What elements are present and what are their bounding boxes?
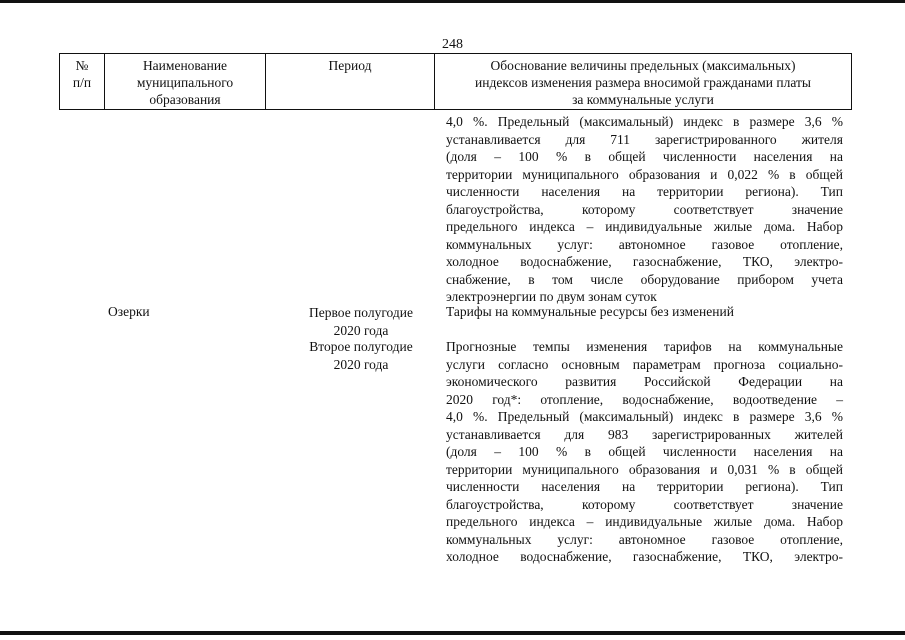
text-line: предельного индекса – индивидуальные жилые дома. Набор [446,219,843,234]
text-line: Прогнозные темпы изменения тарифов на коммунальные [446,339,843,354]
text-line: благоустройства, которому соответствует значение [446,201,843,217]
header-col-number [59,54,105,109]
text-line: услуги согласно основным параметрам прогноза социально- [446,356,843,372]
header-text: п/п [72,75,92,90]
header-text: образования [149,92,221,107]
text-line: коммунальных услуг: автономное газовое отопление, [446,531,843,547]
text-line: холодное водоснабжение, газоснабжение, ТКО, электро- [446,254,843,269]
header-text: Обоснование величины предельных (максимальных) [490,58,796,73]
text-line: территории муниципального образования и 0,022 % в общей [446,166,843,182]
text-line: благоустройства, которому соответствует значение [446,496,843,512]
table-header [59,53,852,110]
text-line: 4,0 %. Предельный (максимальный) индекс в размере 3,6 % [446,114,843,129]
period-first-half [296,304,426,339]
page-number: 248 [442,37,463,52]
text-line: численности населения на территории региона). Тип [446,479,843,494]
period-line: 2020 года [333,356,389,372]
period-line: Первое полугодие [309,305,413,320]
header-col-municipality [105,54,266,109]
header-text: индексов изменения размера вносимой гражданами платы [475,75,811,90]
period-line: 2020 года [333,322,389,338]
bottom-border-line [0,631,905,635]
header-col-period [266,54,435,109]
header-col-justification [435,54,852,109]
text-line: устанавливается для 711 зарегистрированного жителя [446,131,843,147]
text-line: холодное водоснабжение, газоснабжение, ТКО, электро- [446,549,843,564]
header-text: № [75,58,89,73]
header-text: за коммунальные услуги [572,92,714,107]
header-text: Период [328,58,372,73]
justification-text-second-half [446,338,843,566]
text-line: электроэнергии по двум зонам суток [446,289,657,304]
text-line: 2020 год*: отопление, водоснабжение, водоотведение – [446,391,843,407]
period-second-half [296,338,426,373]
text-line: снабжение, в том числе оборудование прибором учета [446,271,843,287]
municipality-name: Озерки [108,304,150,319]
text-line: (доля – 100 % в общей численности населения на [446,149,843,164]
top-border-line [0,0,905,3]
header-text: Наименование [142,58,228,73]
text-line: экономического развития Российской Федерации на [446,374,843,389]
text-line: коммунальных услуг: автономное газовое отопление, [446,236,843,252]
header-text: муниципального [136,75,234,90]
text-line: численности населения на территории региона). Тип [446,184,843,199]
text-line: предельного индекса – индивидуальные жилые дома. Набор [446,514,843,529]
text-line: территории муниципального образования и 0,031 % в общей [446,461,843,477]
period-line: Второе полугодие [309,339,413,354]
justification-text-continued [446,113,843,306]
text-line: (доля – 100 % в общей численности населения на [446,444,843,459]
tariff-text: Тарифы на коммунальные ресурсы без изменений [446,304,734,319]
text-line: устанавливается для 983 зарегистрированных жителей [446,426,843,442]
text-line: 4,0 %. Предельный (максимальный) индекс в размере 3,6 % [446,409,843,424]
